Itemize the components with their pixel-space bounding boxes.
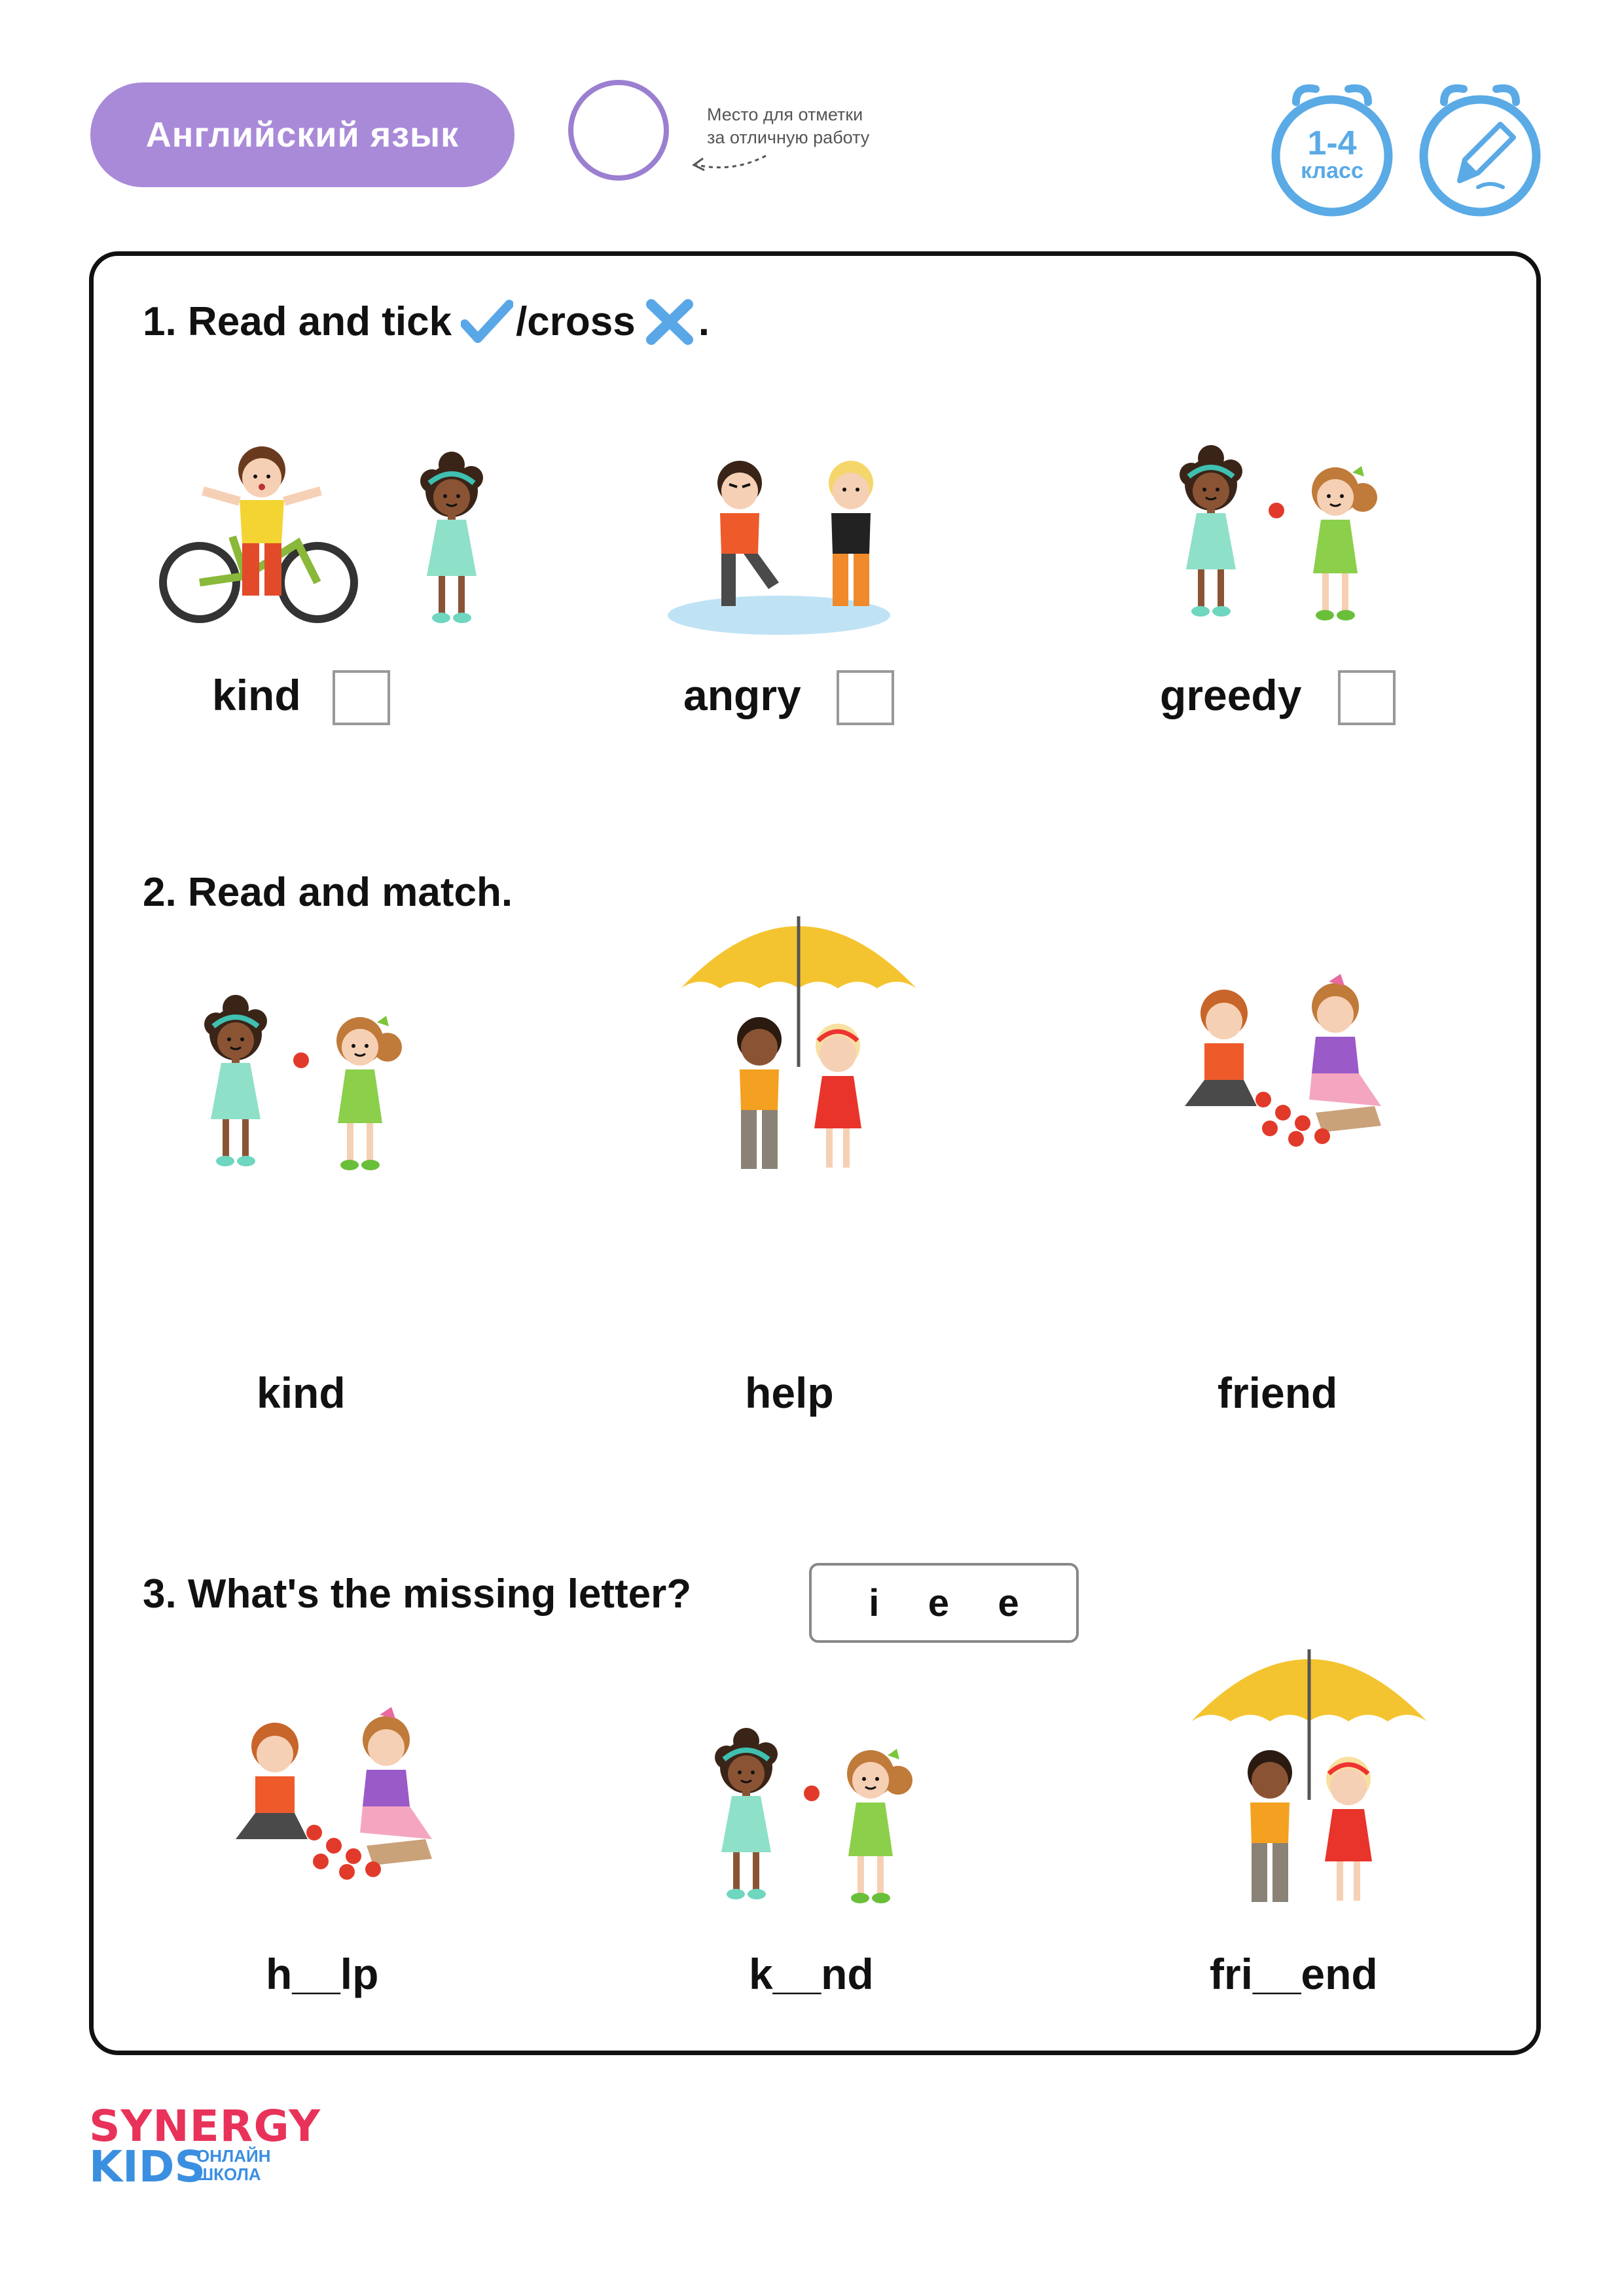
task2-girls-sharing-apple-picture <box>164 942 452 1191</box>
boy-splashing-puddle-picture <box>661 393 923 641</box>
letters-box <box>809 1563 1079 1643</box>
logo-kids: KIDS <box>89 2142 206 2192</box>
boy-with-bike-and-girl-picture <box>151 393 530 641</box>
task2-word-help[interactable]: help <box>745 1369 834 1417</box>
grade-mark-circle[interactable] <box>568 80 669 181</box>
mark-hint-line1: Место для отметки <box>707 105 863 124</box>
subject-badge <box>90 82 514 187</box>
task1-title-before: 1. Read and tick <box>143 299 452 344</box>
logo-synergy: SYNERGY <box>89 2101 321 2151</box>
task1-heading <box>143 298 710 345</box>
task1-word-angry: angry <box>683 671 801 719</box>
task3-heading: 3. What's the missing letter? <box>143 1571 692 1617</box>
mark-hint-line2: за отличную работу <box>707 128 870 147</box>
grade-range: 1-4 <box>1307 124 1357 162</box>
letter-2: e <box>928 1581 950 1624</box>
task3-word-friend[interactable]: fri__end <box>1210 1950 1378 1998</box>
dashed-arrow-icon <box>687 149 772 175</box>
task2-heading: 2. Read and match. <box>143 870 513 915</box>
tick-icon <box>461 299 513 345</box>
task2-kids-under-umbrella-picture <box>661 897 936 1172</box>
task1-word-kind: kind <box>212 671 301 719</box>
task3-word-kind[interactable]: k__nd <box>749 1950 874 1998</box>
grade-word: класс <box>1301 158 1363 183</box>
letter-1: i <box>869 1581 880 1624</box>
cross-icon <box>645 299 695 345</box>
girls-sharing-apple-picture <box>1139 393 1427 641</box>
letter-3: e <box>998 1581 1019 1624</box>
task1-checkbox-angry[interactable] <box>837 670 894 725</box>
logo-subtitle-line1: ОНЛАЙН <box>196 2146 271 2166</box>
mark-hint <box>707 103 869 149</box>
task3-kids-picking-apples-picture <box>164 1676 504 1924</box>
subject-label: Английский язык <box>145 115 460 154</box>
task1-word-greedy: greedy <box>1160 671 1302 719</box>
logo-subtitle-line2: ШКОЛА <box>196 2164 261 2184</box>
task2-word-friend[interactable]: friend <box>1218 1369 1338 1417</box>
task3-kids-under-umbrella-picture <box>1172 1630 1447 1918</box>
task1-checkbox-greedy[interactable] <box>1338 670 1396 725</box>
task2-kids-picking-apples-picture <box>1113 942 1453 1191</box>
task1-title-after: . <box>698 299 710 344</box>
task2-word-kind[interactable]: kind <box>257 1369 346 1417</box>
task1-title-middle: /cross <box>516 299 636 344</box>
pencil-clock-badge <box>1418 82 1542 220</box>
grade-clock-badge <box>1270 82 1394 220</box>
logo-subtitle <box>196 2147 270 2183</box>
task1-checkbox-kind[interactable] <box>333 670 390 725</box>
task3-word-help[interactable]: h__lp <box>266 1950 379 1998</box>
task3-girls-sharing-apple-picture <box>674 1676 962 1924</box>
